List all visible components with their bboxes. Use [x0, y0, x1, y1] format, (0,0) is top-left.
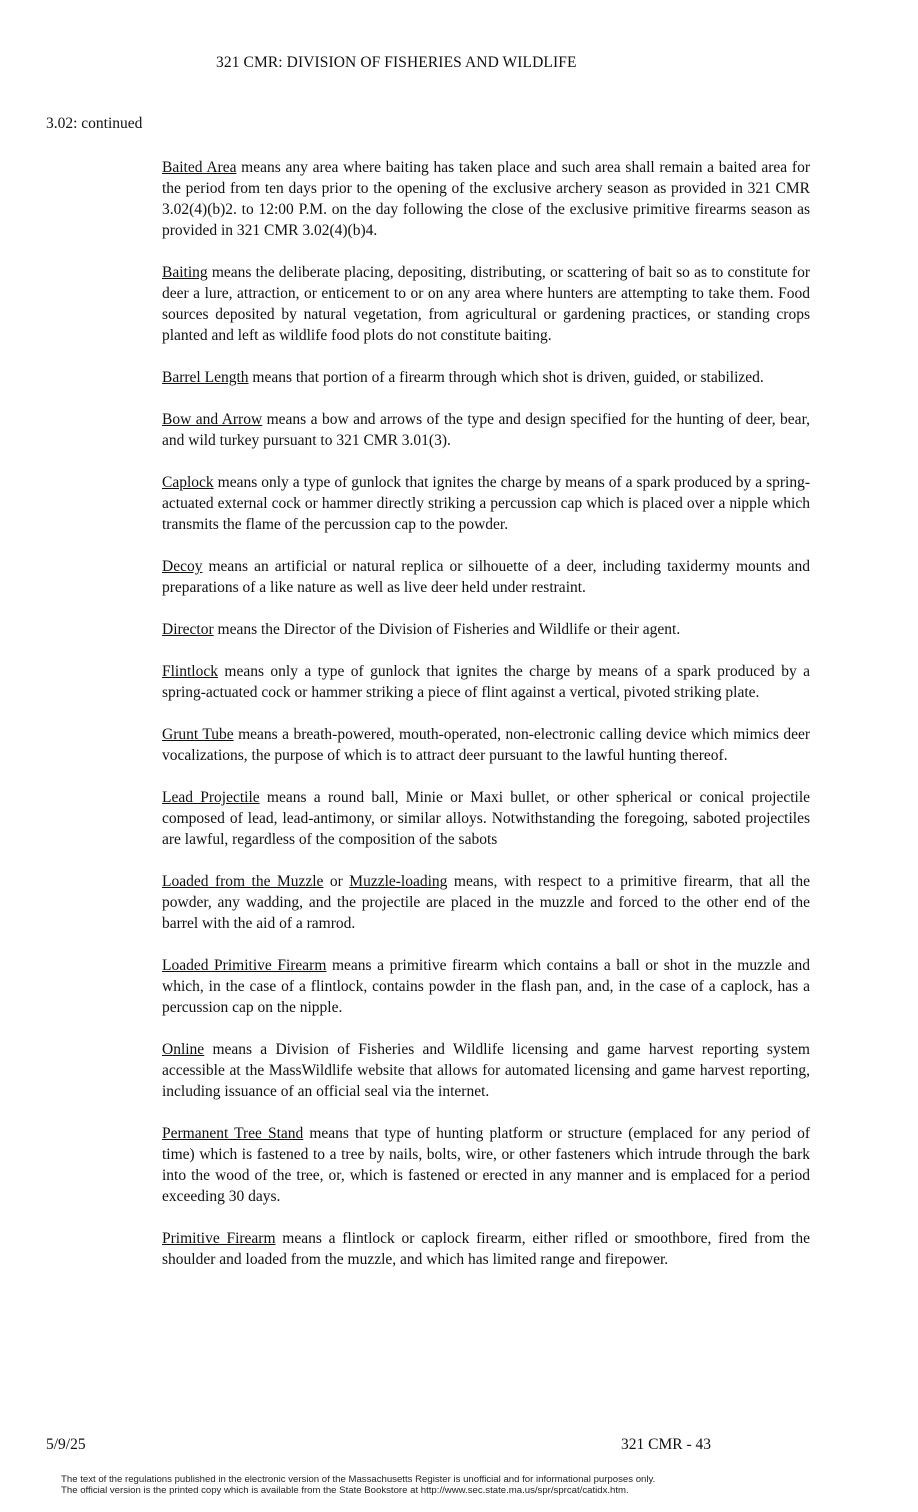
definition-barrel-length [162, 367, 810, 388]
definition-term: Flintlock [162, 663, 218, 680]
definition-baiting [162, 262, 810, 346]
definitions-list [162, 157, 810, 1291]
definition-baited-area [162, 157, 810, 241]
footer-disclaimer [61, 1474, 861, 1496]
definition-term: Director [162, 621, 214, 638]
definition-term: Caplock [162, 474, 214, 491]
definition-primitive-firearm [162, 1228, 810, 1270]
definition-text: means the deliberate placing, depositing, distributing, or scattering of bait so as to constitute for deer a lure, attraction, or enticement to or on any area where hunters are attempting to take them. Food sources deposited by natural vegetation, from agricultural or gardening practices, or standing crops planted and left as wildlife food plots do not constitute baiting. [162, 264, 810, 344]
definition-online [162, 1039, 810, 1102]
definition-text: means, with respect to a primitive firearm, that all the powder, any wadding, and the projectile are placed in the muzzle and forced to the other end of the barrel with the aid of a ramrod. [162, 873, 810, 932]
definition-text: means any area where baiting has taken place and such area shall remain a baited area for the period from ten days prior to the opening of the exclusive archery season as provided in 321 CMR 3.02(4)(b)2. to 12:00 P.M. on the day following the close of the exclusive primitive firearms season as provided in 321 CMR 3.02(4)(b)4. [162, 159, 810, 239]
definition-term: Barrel Length [162, 369, 249, 386]
definition-term: Loaded Primitive Firearm [162, 957, 327, 974]
definition-lead-projectile [162, 787, 810, 850]
definition-text: means that portion of a firearm through which shot is driven, guided, or stabilized. [248, 369, 764, 386]
definition-text: means a primitive firearm which contains a ball or shot in the muzzle and which, in the case of a flintlock, contains powder in the flash pan, and, in the case of a caplock, has a percussion cap on the nipple. [162, 957, 810, 1016]
definition-term: Baiting [162, 264, 208, 281]
definition-term: Online [162, 1041, 205, 1058]
definition-text: means a breath-powered, mouth-operated, non-electronic calling device which mimics deer vocalizations, the purpose of which is to attract deer pursuant to the lawful hunting thereof. [162, 726, 811, 764]
definition-grunt-tube [162, 724, 810, 766]
definition-loaded-from-the-muzzle [162, 871, 810, 934]
definition-text: means a round ball, Minie or Maxi bullet, or other spherical or conical projectile composed of lead, lead-antimony, or similar alloys. Notwithstanding the foregoing, saboted projectiles are lawful, regardless of the composition of the sabots [162, 789, 810, 848]
definition-caplock [162, 472, 810, 535]
page-header: 321 CMR: DIVISION OF FISHERIES AND WILDLIFE [216, 54, 577, 71]
definition-term: Primitive Firearm [162, 1230, 276, 1247]
definition-term: Grunt Tube [162, 726, 234, 743]
footer-date: 5/9/25 [46, 1436, 86, 1453]
definition-text: means a Division of Fisheries and Wildlife licensing and game harvest reporting system accessible at the MassWildlife website that allows for automated licensing and game harvest reporting, including issuance of an official seal via the internet. [162, 1041, 810, 1100]
definition-director [162, 619, 810, 640]
definition-term: Loaded from the Muzzle [162, 873, 324, 890]
definition-bow-and-arrow [162, 409, 810, 451]
definition-permanent-tree-stand [162, 1123, 810, 1207]
definition-term: Baited Area [162, 159, 237, 176]
disclaimer-line: The text of the regulations published in the electronic version of the Massachusetts Register is unofficial and for informational purposes only. [61, 1474, 656, 1485]
definition-text: means the Director of the Division of Fisheries and Wildlife or their agent. [213, 621, 681, 638]
definition-term-alt: Muzzle-loading [349, 873, 448, 890]
definition-text: means only a type of gunlock that ignites the charge by means of a spark produced by a spring-actuated external cock or hammer directly striking a percussion cap which is placed over a nipple which transmits the flame of the percussion cap to the powder. [162, 474, 810, 533]
definition-term: Decoy [162, 558, 203, 575]
definition-loaded-primitive-firearm [162, 955, 810, 1018]
definition-flintlock [162, 661, 810, 703]
section-label: 3.02: continued [46, 115, 143, 132]
definition-text: means an artificial or natural replica or silhouette of a deer, including taxidermy mounts and preparations of a like nature as well as live deer held under restraint. [162, 558, 810, 596]
definition-connector: or [323, 873, 350, 890]
definition-text: means that type of hunting platform or structure (emplaced for any period of time) which is fastened to a tree by nails, bolts, wire, or other fasteners which intrude through the bark into the wood of the tree, or, which is fastened or erected in any manner and is emplaced for a period exceeding 30 days. [162, 1125, 810, 1205]
definition-term: Permanent Tree Stand [162, 1125, 304, 1142]
definition-text: means a bow and arrows of the type and design specified for the hunting of deer, bear, and wild turkey pursuant to 321 CMR 3.01(3). [162, 411, 810, 449]
definition-term: Lead Projectile [162, 789, 260, 806]
definition-text: means a flintlock or caplock firearm, either rifled or smoothbore, fired from the shoulder and loaded from the muzzle, and which has limited range and firepower. [162, 1230, 810, 1268]
definition-term: Bow and Arrow [162, 411, 263, 428]
definition-decoy [162, 556, 810, 598]
footer-page-number: 321 CMR - 43 [621, 1436, 711, 1453]
disclaimer-line: The official version is the printed copy which is available from the State Bookstore at http://www.sec.state.ma.us/spr/sprcat/catidx.htm. [61, 1485, 629, 1496]
definition-text: means only a type of gunlock that ignites the charge by means of a spark produced by a spring-actuated cock or hammer striking a piece of flint against a vertical, pivoted striking plate. [162, 663, 810, 701]
